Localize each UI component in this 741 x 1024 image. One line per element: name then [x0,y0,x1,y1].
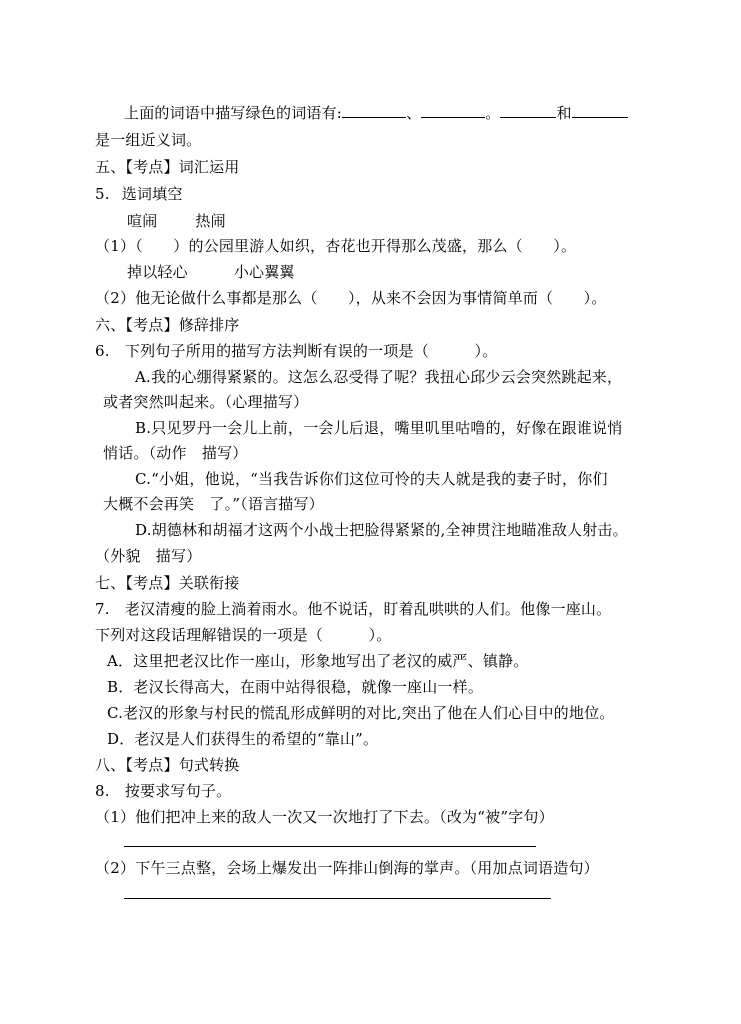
q6-option-b-line1: B.只见罗丹一会儿上前，一会儿后退，嘴里叽里咕噜的，好像在跟谁说悄 [135,419,623,437]
separator: 、 [406,104,422,122]
word-choice: 小心翼翼 [233,263,295,281]
q6-question: 6. 下列句子所用的描写方法判断有误的一项是（ ）。 [95,342,498,360]
q8-item-1: （1）他们把冲上来的敌人一次又一次地打了下去。（改为“被”字句） [95,808,554,826]
q8-question: 8. 按要求写句子。 [95,782,232,800]
section-7-heading: 七、【考点】关联衔接 [95,574,240,592]
q6-option-a-line2: 或者突然叫起来。（心理描写） [103,393,309,411]
blank-4[interactable] [572,103,628,118]
word-choice: 掉以轻心 [127,263,188,281]
answer-line-2[interactable] [124,898,551,899]
q7-option-c: C.老汉的形象与村民的慌乱形成鲜明的对比,突出了他在人们心目中的地位。 [107,704,615,722]
q8-item-2: （2）下午三点整，会场上爆发出一阵排山倒海的掌声。（用加点词语造句） [95,859,599,877]
q6-option-d-line1: D.胡德林和胡福才这两个小战士把脸得紧紧的,全神贯注地瞄准敌人射击。 [135,521,628,539]
section-8-heading: 八、【考点】句式转换 [95,756,240,774]
blank-3[interactable] [500,103,556,118]
q6-option-c-line2: 大概不会再笑 了。”（语言描写） [103,495,324,513]
q5-item-2: （2）他无论做什么事都是那么（ ），从来不会因为事情简单而（ ）。 [95,289,607,307]
separator: 。 [485,104,501,122]
q6-option-a-line1: A.我的心绷得紧紧的。这怎么忍受得了呢？我扭心邱少云会突然跳起来， [135,368,623,386]
q5-word-choices-2 [127,262,295,282]
answer-line-1[interactable] [124,846,536,847]
section-6-heading: 六、【考点】修辞排序 [95,316,240,334]
blank-1[interactable] [342,103,406,118]
q4-line2: 是一组近义词。 [95,131,202,149]
q7-passage: 7. 老汉清瘦的脸上淌着雨水。他不说话，盯着乱哄哄的人们。他像一座山。 [95,600,612,618]
q7-option-d: D．老汉是人们获得生的希望的“靠山”。 [107,730,379,748]
q4-fill-line [124,103,628,123]
q5-item-1: （1）（ ）的公园里游人如织，杏花也开得那么茂盛，那么（ ）。 [95,237,577,255]
q5-word-choices-1 [127,211,226,231]
separator: 和 [556,104,572,122]
q5-title: 5. 选词填空 [95,185,183,203]
q6-option-b-line2: 悄话。（动作 描写） [103,444,248,462]
word-choice: 热闹 [195,212,226,230]
section-5-heading: 五、【考点】词汇运用 [95,158,240,176]
q6-option-d-line2: （外貌 描写） [95,547,202,565]
q4-prompt: 上面的词语中描写绿色的词语有: [124,104,343,122]
q6-option-c-line1: C.“小姐，他说，“当我告诉你们这位可怜的夫人就是我的妻子时，你们 [135,470,608,488]
q7-option-a: A．这里把老汉比作一座山，形象地写出了老汉的威严、镇静。 [107,652,529,670]
q7-option-b: B．老汉长得高大，在雨中站得很稳，就像一座山一样。 [107,678,484,696]
q7-question: 下列对这段话理解错误的一项是（ ）。 [95,626,392,644]
blank-2[interactable] [421,103,485,118]
word-choice: 喧闹 [127,212,158,230]
